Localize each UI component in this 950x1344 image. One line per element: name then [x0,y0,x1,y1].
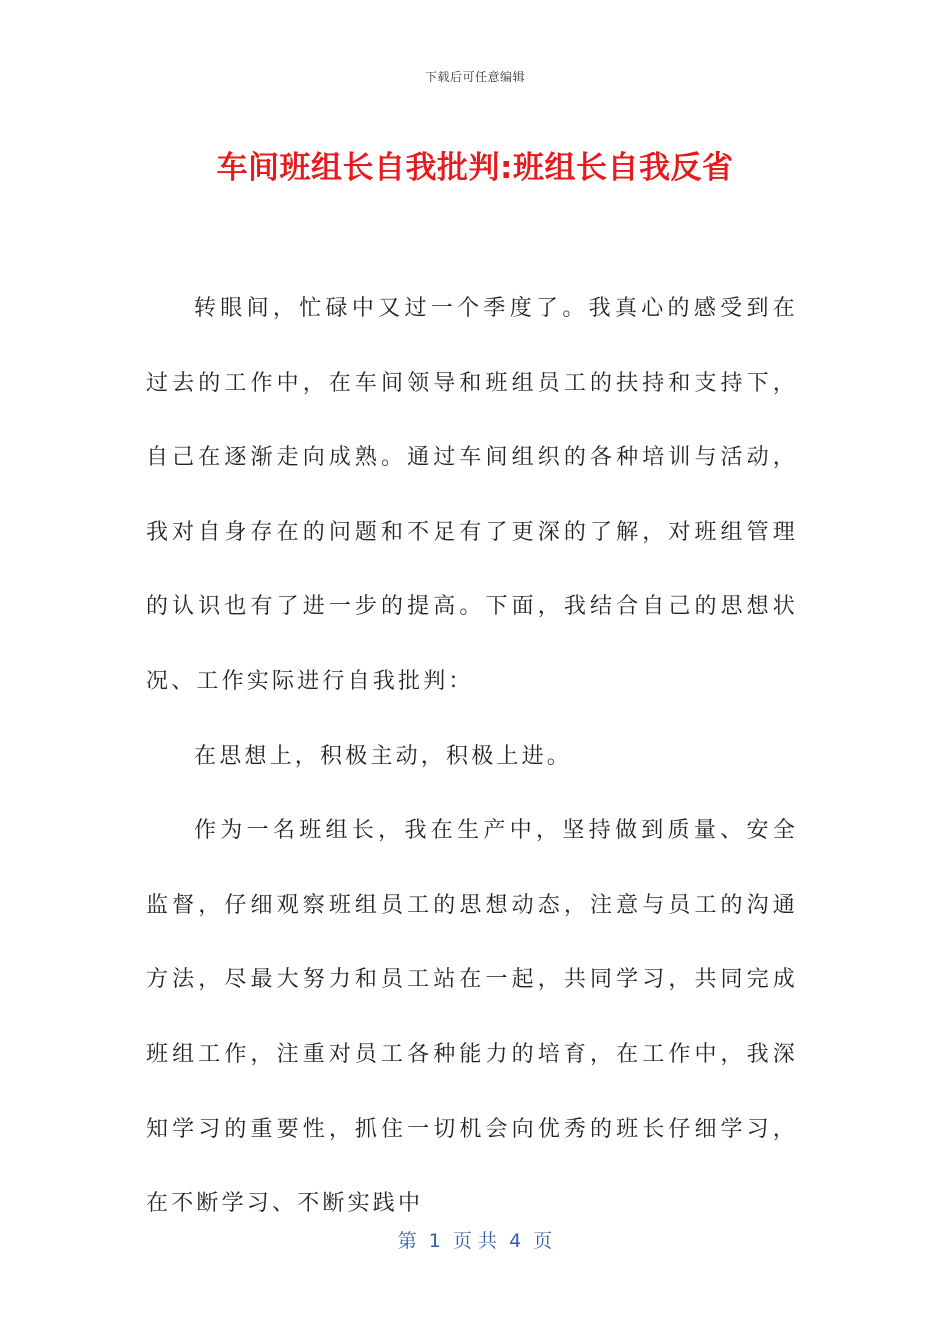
paragraph: 在思想上，积极主动，积极上进。 [194,743,573,769]
header-note: 下载后可任意编辑 [424,70,525,84]
document-body [146,272,798,1242]
paragraph: 作为一名班组长，我在生产中，坚持做到质量、安全监督，仔细观察班组员工的思想动态，注意与员工的沟通方法，尽最大努力和员工站在一起，共同学习，共同完成班组工作，注重对员工各种能力的培育，在工作中，我深知学习的重要性，抓住一切机会向优秀的班长仔细学习，在不断学习、不断实践中 [146,818,798,1217]
document-title: 车间班组长自我批判:班组长自我反省 [216,150,734,186]
page-number-footer: 第 1 页 共 4 页 [397,1230,553,1252]
paragraph: 转眼间，忙碌中又过一个季度了。我真心的感受到在过去的工作中，在车间领导和班组员工的扶持和支持下，自己在逐渐走向成熟。通过车间组织的各种培训与活动，我对自身存在的问题和不足有了更深的了解，对班组管理的认识也有了进一步的提高。下面，我结合自己的思想状况、工作实际进行自我批判： [146,296,798,694]
